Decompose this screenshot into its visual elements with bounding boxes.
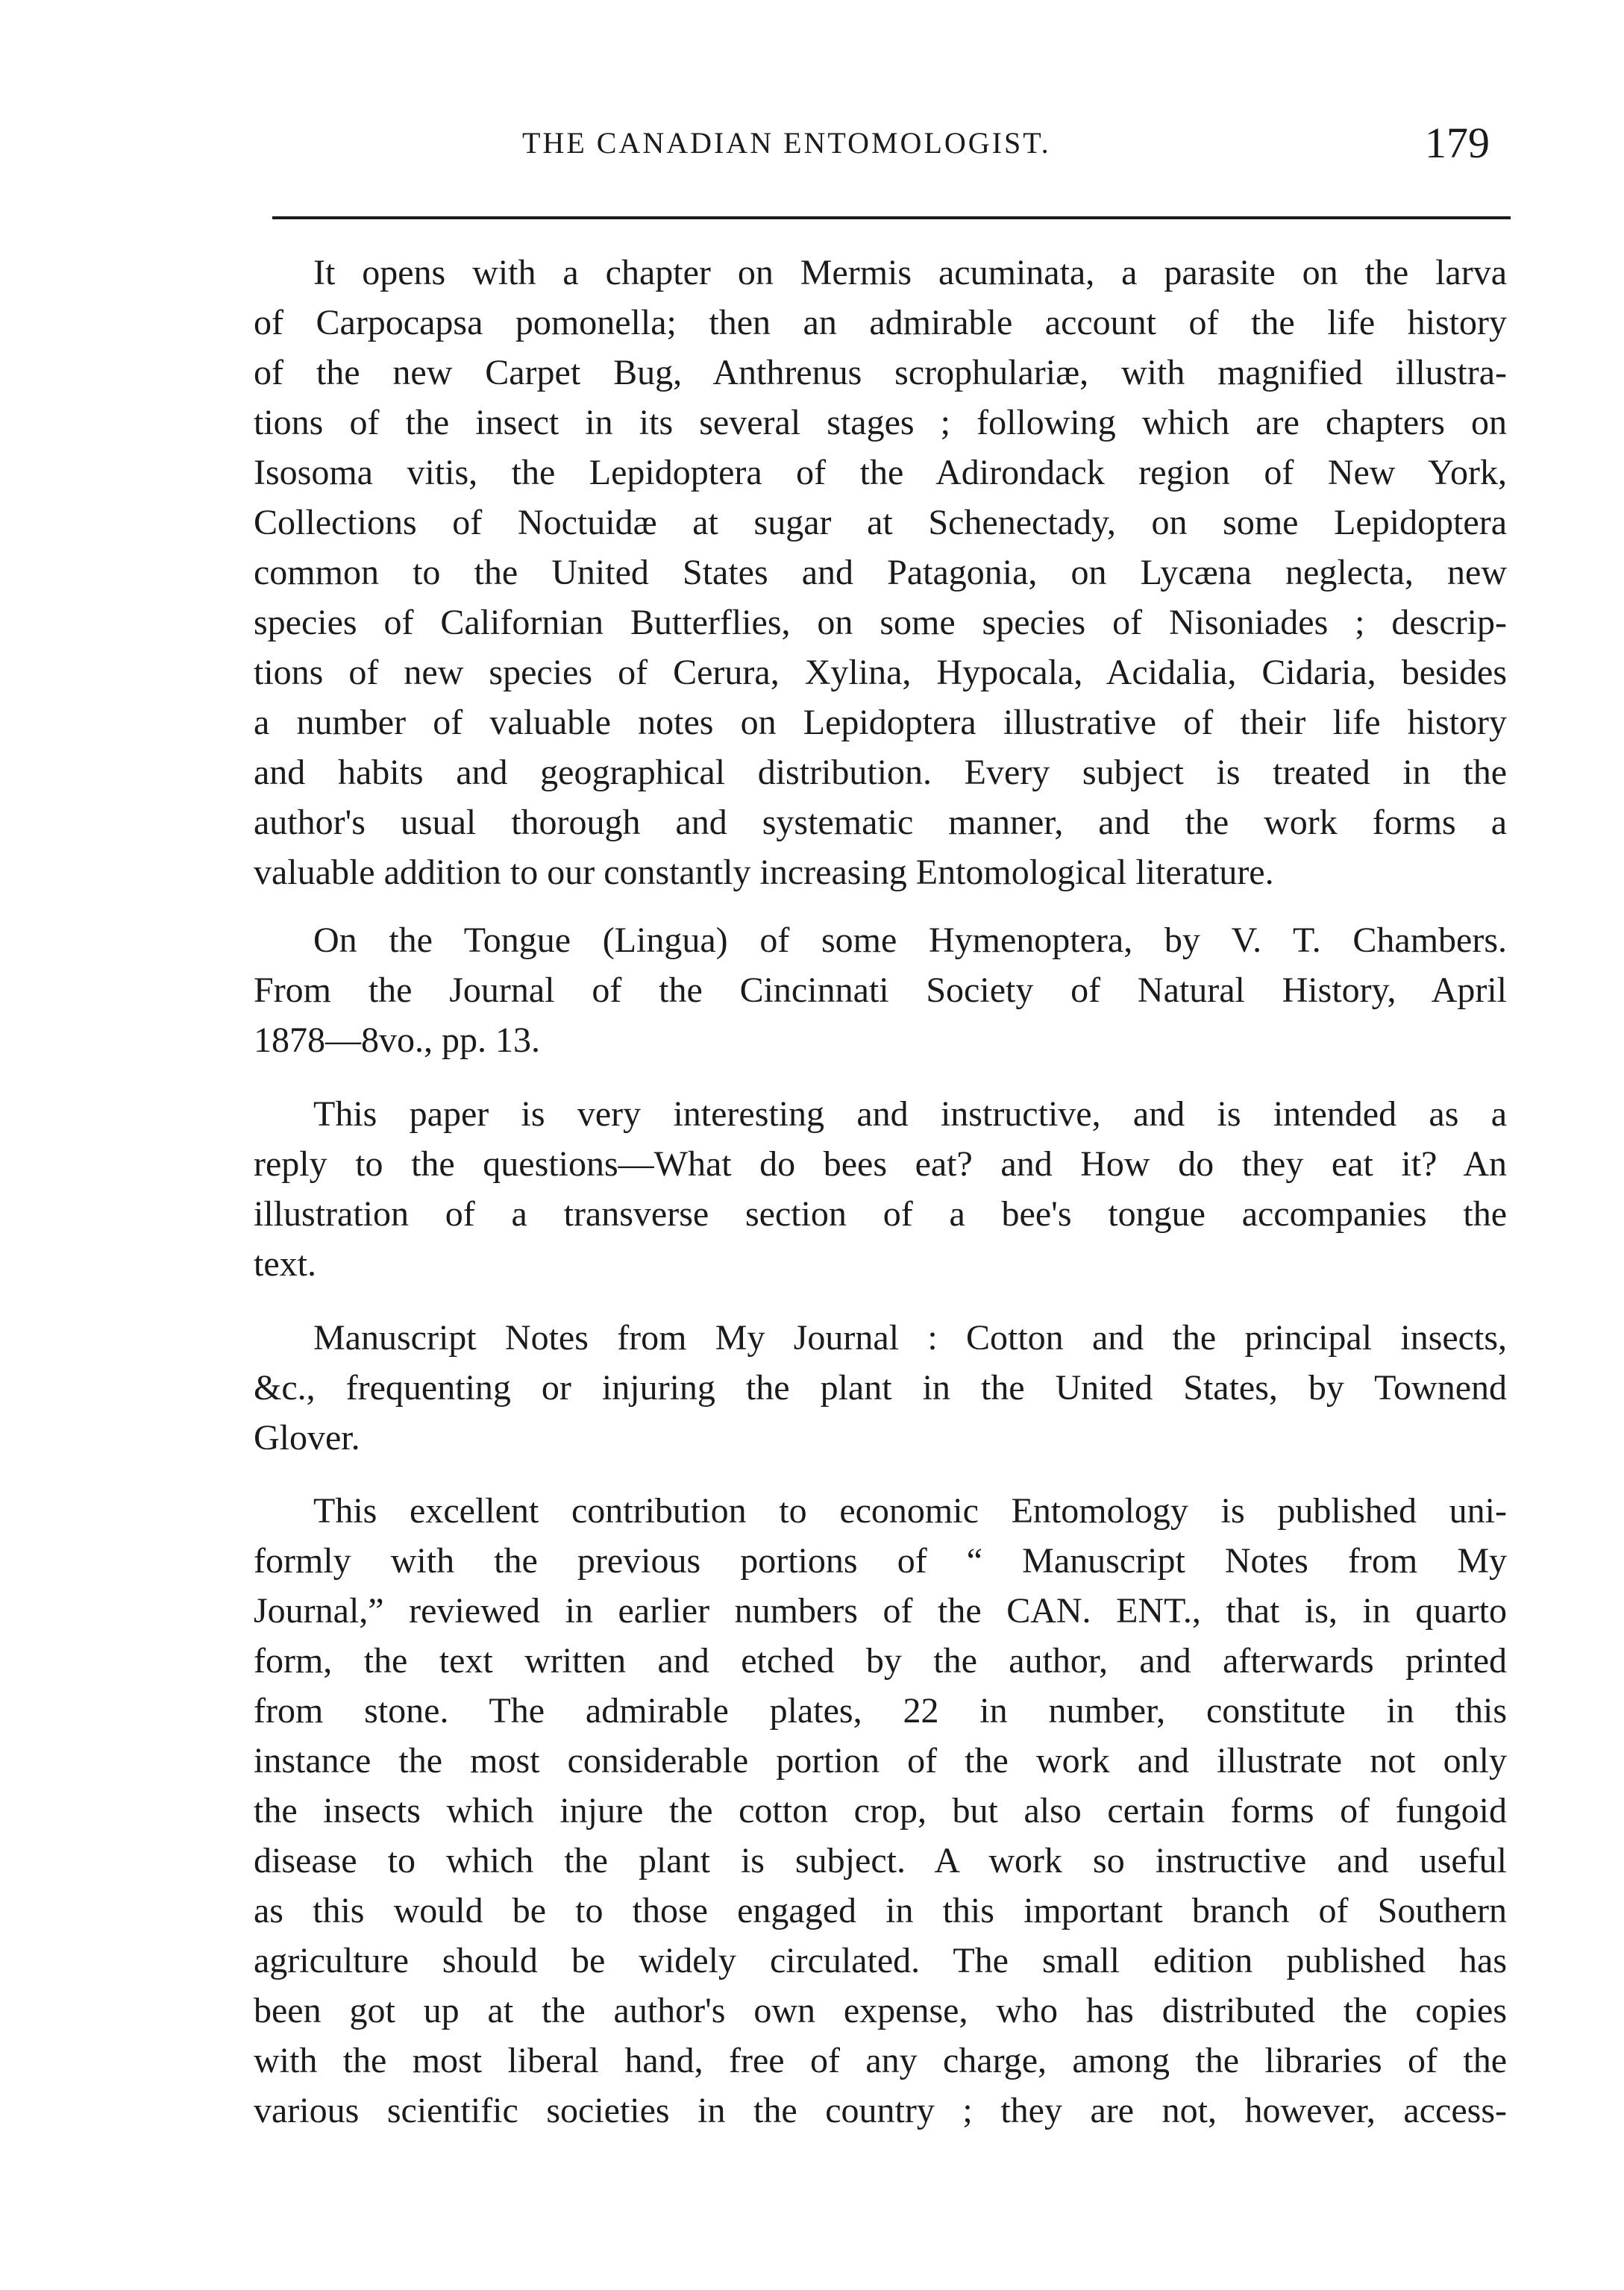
text-line: This excellent contribution to economic Entomology is published uni-: [313, 1491, 1507, 1531]
running-head: THE CANADIAN ENTOMOLOGIST.: [522, 126, 1051, 160]
text-line: the insects which injure the cotton crop, but also certain forms of fungoid: [254, 1791, 1507, 1831]
text-line: disease to which the plant is subject. A work so instructive and useful: [254, 1841, 1507, 1880]
text-line: tions of the insect in its several stages ; following which are chapters on: [254, 403, 1507, 442]
text-line: author's usual thorough and systematic manner, and the work forms a: [254, 803, 1507, 842]
text-line: instance the most considerable portion of the work and illustrate not only: [254, 1741, 1507, 1781]
text-line: From the Journal of the Cincinnati Society of Natural History, April: [254, 970, 1507, 1010]
text-line: illustration of a transverse section of a bee's tongue accompanies the: [254, 1194, 1507, 1234]
text-line: Manuscript Notes from My Journal : Cotton and the principal insects,: [313, 1318, 1507, 1358]
text-line: Collections of Noctuidæ at sugar at Schenectady, on some Lepidoptera: [254, 503, 1507, 542]
text-line: with the most liberal hand, free of any charge, among the libraries of the: [254, 2041, 1507, 2080]
text-line: Journal,” reviewed in earlier numbers of the CAN. ENT., that is, in quarto: [254, 1591, 1507, 1631]
text-line: from stone. The admirable plates, 22 in number, constitute in this: [254, 1691, 1507, 1731]
text-line: as this would be to those engaged in this important branch of Southern: [254, 1891, 1507, 1930]
text-line: agriculture should be widely circulated. The small edition published has: [254, 1941, 1507, 1980]
paragraph-tongue-review: [254, 1089, 1507, 1289]
text-line: of Carpocapsa pomonella; then an admirable account of the life history: [254, 303, 1507, 342]
text-line: species of Californian Butterflies, on some species of Nisoniades ; descrip-: [254, 603, 1507, 642]
text-line: been got up at the author's own expense, who has distributed the copies: [254, 1991, 1507, 2030]
text-line: common to the United States and Patagonia, on Lycæna neglecta, new: [254, 553, 1507, 592]
text-line: text.: [254, 1244, 316, 1284]
text-line: This paper is very interesting and instructive, and is intended as a: [313, 1094, 1507, 1134]
text-line: tions of new species of Cerura, Xylina, Hypocala, Acidalia, Cidaria, besides: [254, 653, 1507, 692]
text-line: formly with the previous portions of “ Manuscript Notes from My: [254, 1541, 1507, 1581]
paragraph-manuscript-review: [254, 1486, 1507, 2136]
paragraph-review-intro: [254, 248, 1507, 897]
header-rule: [272, 216, 1511, 219]
text-line: Isosoma vitis, the Lepidoptera of the Adirondack region of New York,: [254, 453, 1507, 492]
paragraph-tongue-citation: [254, 915, 1507, 1065]
text-line: valuable addition to our constantly increasing Entomological literature.: [254, 853, 1274, 892]
text-line: of the new Carpet Bug, Anthrenus scrophulariæ, with magnified illustra-: [254, 353, 1507, 392]
text-line: various scientific societies in the country ; they are not, however, access-: [254, 2091, 1507, 2130]
text-line: &c., frequenting or injuring the plant in the United States, by Townend: [254, 1368, 1507, 1408]
text-line: On the Tongue (Lingua) of some Hymenoptera, by V. T. Chambers.: [313, 920, 1507, 960]
text-line: reply to the questions—What do bees eat? and How do they eat it? An: [254, 1144, 1507, 1184]
page-number: 179: [1425, 119, 1490, 167]
paragraph-manuscript-citation: [254, 1313, 1507, 1463]
text-line: It opens with a chapter on Mermis acuminata, a parasite on the larva: [313, 253, 1507, 292]
text-line: and habits and geographical distribution. Every subject is treated in the: [254, 753, 1507, 792]
text-line: 1878—8vo., pp. 13.: [254, 1020, 540, 1060]
text-line: Glover.: [254, 1418, 360, 1458]
text-line: a number of valuable notes on Lepidoptera illustrative of their life history: [254, 703, 1507, 742]
text-line: form, the text written and etched by the author, and afterwards printed: [254, 1641, 1507, 1681]
